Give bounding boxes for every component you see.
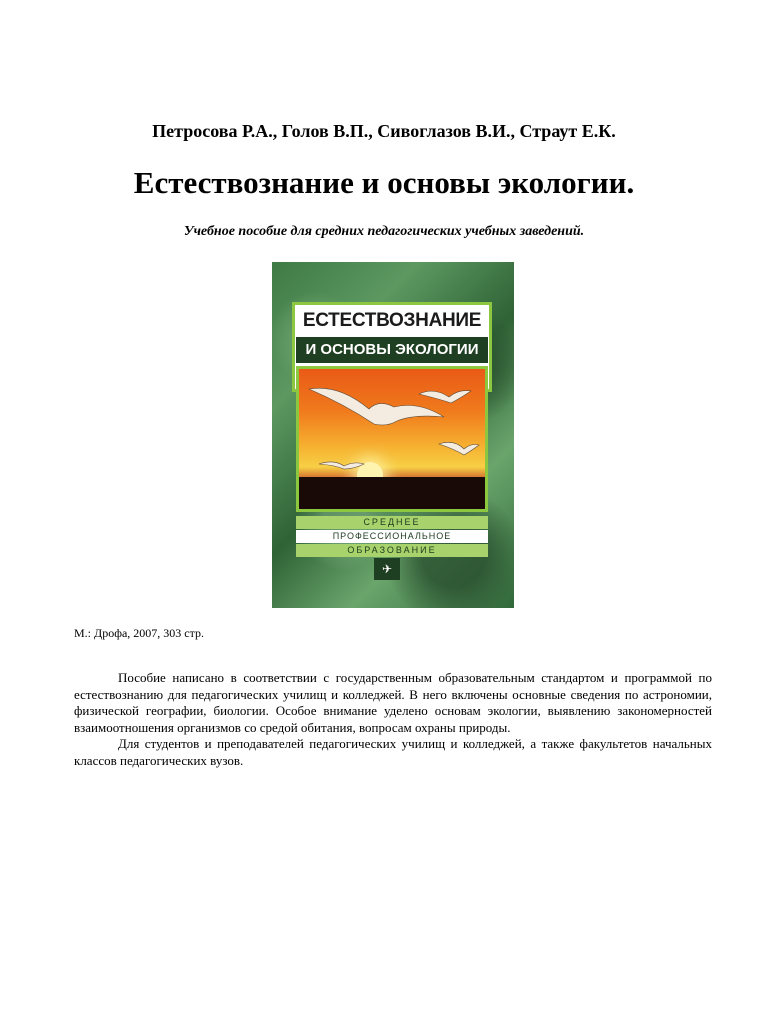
book-cover-image: [272, 262, 514, 608]
cover-title-line2: И ОСНОВЫ ЭКОЛОГИИ: [296, 337, 488, 363]
cover-series-line2: ПРОФЕССИОНАЛЬНОЕ: [296, 530, 488, 543]
publisher-logo-icon: ✈: [374, 558, 400, 580]
book-subtitle: Учебное пособие для средних педагогических учебных заведений.: [183, 224, 585, 239]
description-text: [74, 670, 712, 769]
cover-title-line1: ЕСТЕСТВОЗНАНИЕ: [302, 310, 482, 331]
cover-sunset-photo: [296, 366, 488, 512]
seagulls-illustration: [299, 369, 485, 509]
cover-series-line3: ОБРАЗОВАНИЕ: [296, 544, 488, 557]
book-title: Естествознание и основы экологии.: [133, 165, 635, 200]
description-paragraph: Пособие написано в соответствии с государственным образовательным стандартом и программой по естествознанию для педагогических училищ и колледжей. В него включены основные сведения по астрономии, физической географии, биологии. Особое внимание уделено основам экологии, выявлению закономерностей взаимоотношения организмов со средой обитания, вопросам охраны природы.: [74, 670, 712, 735]
publication-info: М.: Дрофа, 2007, 303 стр.: [74, 626, 205, 640]
description-paragraph: Для студентов и преподавателей педагогических училищ и колледжей, а также факультетов начальных классов педагогических вузов.: [74, 736, 712, 768]
authors-line: Петросова Р.А., Голов В.П., Сивоглазов В.И., Страут Е.К.: [152, 121, 616, 141]
cover-series-line1: СРЕДНЕЕ: [296, 516, 488, 529]
